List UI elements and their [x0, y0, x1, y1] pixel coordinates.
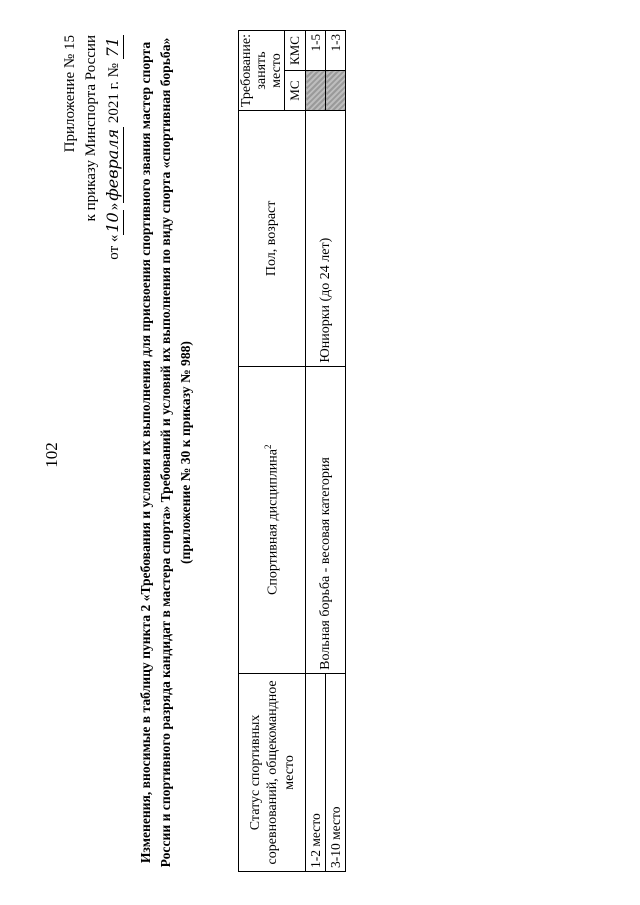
- page-number: 102: [42, 442, 61, 468]
- header-requirement: Требование: занять место: [239, 31, 285, 111]
- header-ms: МС: [285, 71, 306, 111]
- handwritten-month: февраля: [103, 128, 122, 201]
- appendix-date-line: [102, 35, 125, 305]
- row-status: 1-2 место: [306, 673, 326, 871]
- requirements-table: [238, 30, 346, 872]
- appendix-header: [60, 35, 125, 305]
- row-status: 3-10 место: [326, 673, 346, 871]
- header-discipline-label: Спортивная дисциплина: [265, 448, 281, 595]
- date-prefix: от «: [106, 234, 122, 260]
- footnote-marker: 2: [262, 444, 273, 449]
- table-header-row: [239, 31, 285, 872]
- date-year: 2021 г. №: [106, 63, 122, 124]
- handwritten-day: 10: [103, 212, 122, 233]
- header-gender-age: Пол, возраст: [239, 111, 306, 367]
- appendix-title: Приложение № 15: [62, 35, 78, 153]
- document-heading: Изменения, вносимые в таблицу пункта 2 «Требования и условия их выполнения для присвоения спортивного звания мастер спорта России и спортивного разряда кандидат в мастера спорта» Требований и условий их выполнения по виду спорта «спортивная борьба» (приложение № 30 к приказу № 988): [138, 37, 193, 868]
- row-ms-value: [306, 71, 326, 111]
- row-discipline: Вольная борьба - весовая категория: [306, 366, 346, 673]
- table-row: [306, 31, 326, 872]
- header-kms: КМС: [285, 31, 306, 71]
- appendix-order-ref: к приказу Минспорта России: [83, 35, 99, 222]
- handwritten-order-number: 71: [103, 37, 122, 58]
- row-ms-value: [326, 71, 346, 111]
- header-discipline: [239, 366, 306, 673]
- date-mid: »: [106, 202, 122, 211]
- row-gender-age: Юниорки (до 24 лет): [306, 111, 346, 367]
- row-kms-value: 1-5: [306, 31, 326, 71]
- row-kms-value: 1-3: [326, 31, 346, 71]
- header-status: Статус спортивных соревнований, общекомандное место: [239, 673, 306, 871]
